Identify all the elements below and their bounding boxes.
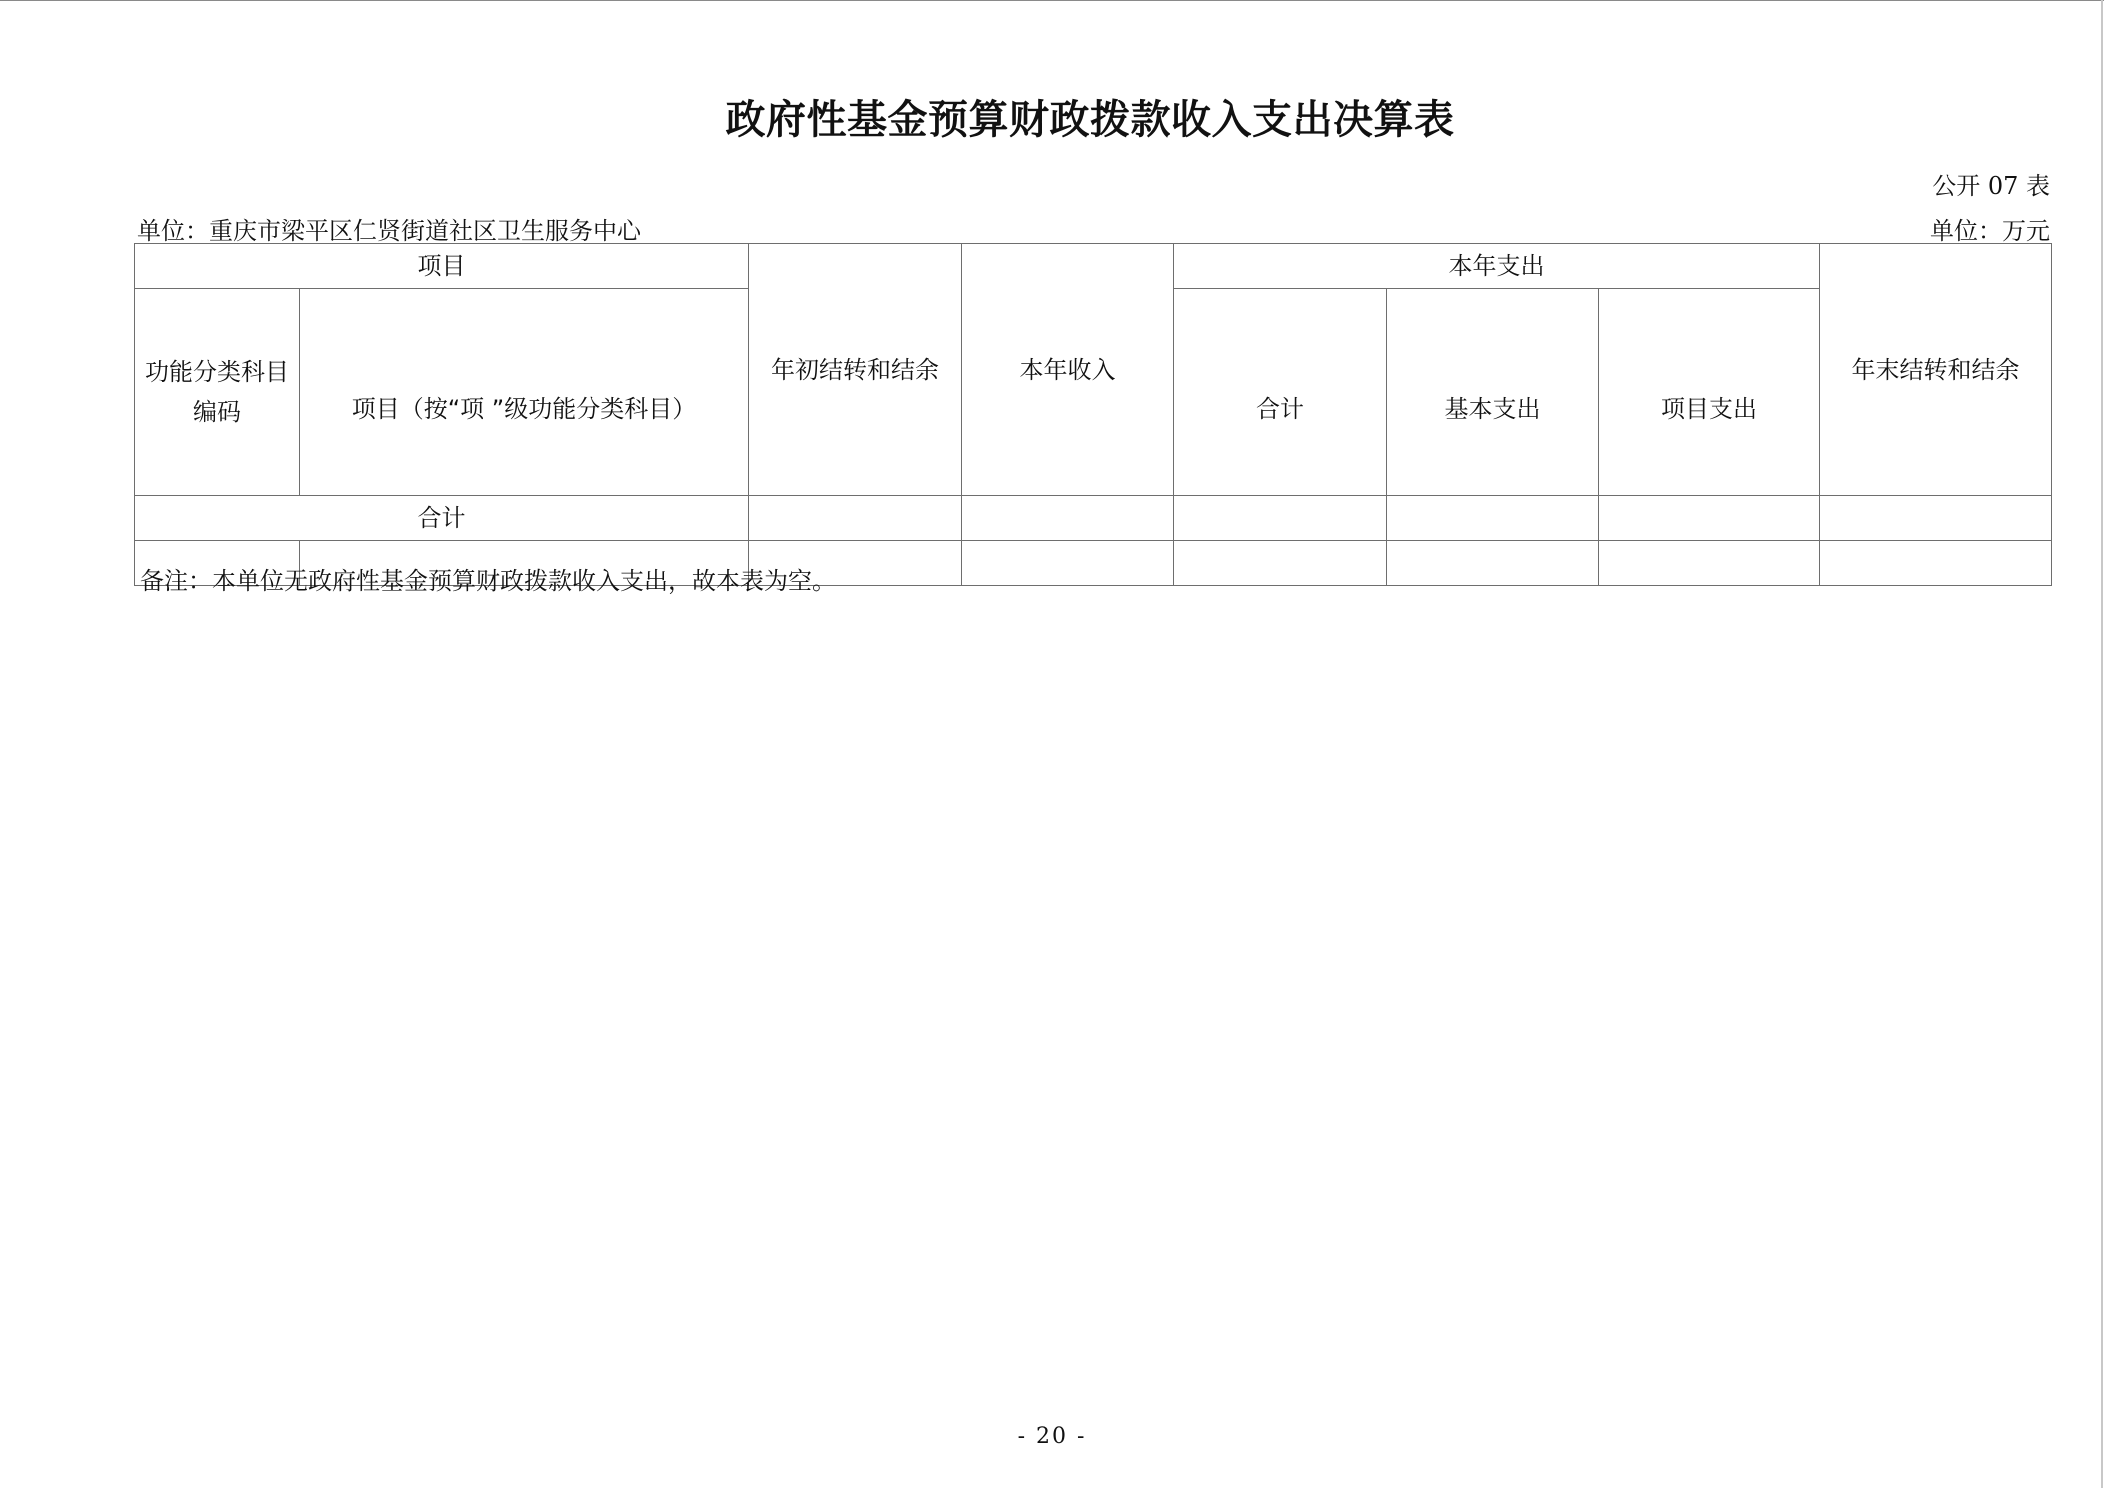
header-expense-basic: 基本支出 bbox=[1387, 289, 1599, 496]
header-expense: 本年支出 bbox=[1174, 244, 1820, 289]
header-row-1 bbox=[135, 244, 2052, 289]
fund-budget-table bbox=[134, 243, 2052, 586]
document-title: 政府性基金预算财政拨款收入支出决算表 bbox=[725, 97, 1455, 143]
total-row bbox=[135, 496, 2052, 541]
header-end-balance: 年末结转和结余 bbox=[1820, 244, 2052, 496]
remark-note: 备注：本单位无政府性基金预算财政拨款收入支出，故本表为空。 bbox=[140, 567, 836, 595]
form-number: 公开 07 表 bbox=[1932, 172, 2050, 200]
header-expense-total: 合计 bbox=[1174, 289, 1387, 496]
header-name: 项目（按“项 ”级功能分类科目） bbox=[300, 289, 749, 496]
page-number: - 20 - bbox=[1017, 1424, 1087, 1449]
data-cell bbox=[1387, 541, 1599, 586]
data-cell bbox=[1820, 541, 2052, 586]
data-cell bbox=[1599, 541, 1820, 586]
right-border-rule bbox=[2101, 0, 2103, 1488]
total-cell bbox=[1820, 496, 2052, 541]
total-cell bbox=[749, 496, 962, 541]
total-cell bbox=[1387, 496, 1599, 541]
data-cell bbox=[962, 541, 1174, 586]
currency-unit: 单位：万元 bbox=[1930, 217, 2050, 245]
header-income: 本年收入 bbox=[962, 244, 1174, 496]
total-label: 合计 bbox=[135, 496, 749, 541]
total-cell bbox=[1174, 496, 1387, 541]
total-cell bbox=[1599, 496, 1820, 541]
header-expense-project: 项目支出 bbox=[1599, 289, 1820, 496]
header-code: 功能分类科目编码 bbox=[135, 289, 300, 496]
data-cell bbox=[1174, 541, 1387, 586]
header-begin-balance: 年初结转和结余 bbox=[749, 244, 962, 496]
top-border-rule bbox=[0, 0, 2104, 1]
header-project: 项目 bbox=[135, 244, 749, 289]
reporting-unit: 单位：重庆市梁平区仁贤街道社区卫生服务中心 bbox=[137, 217, 641, 245]
total-cell bbox=[962, 496, 1174, 541]
